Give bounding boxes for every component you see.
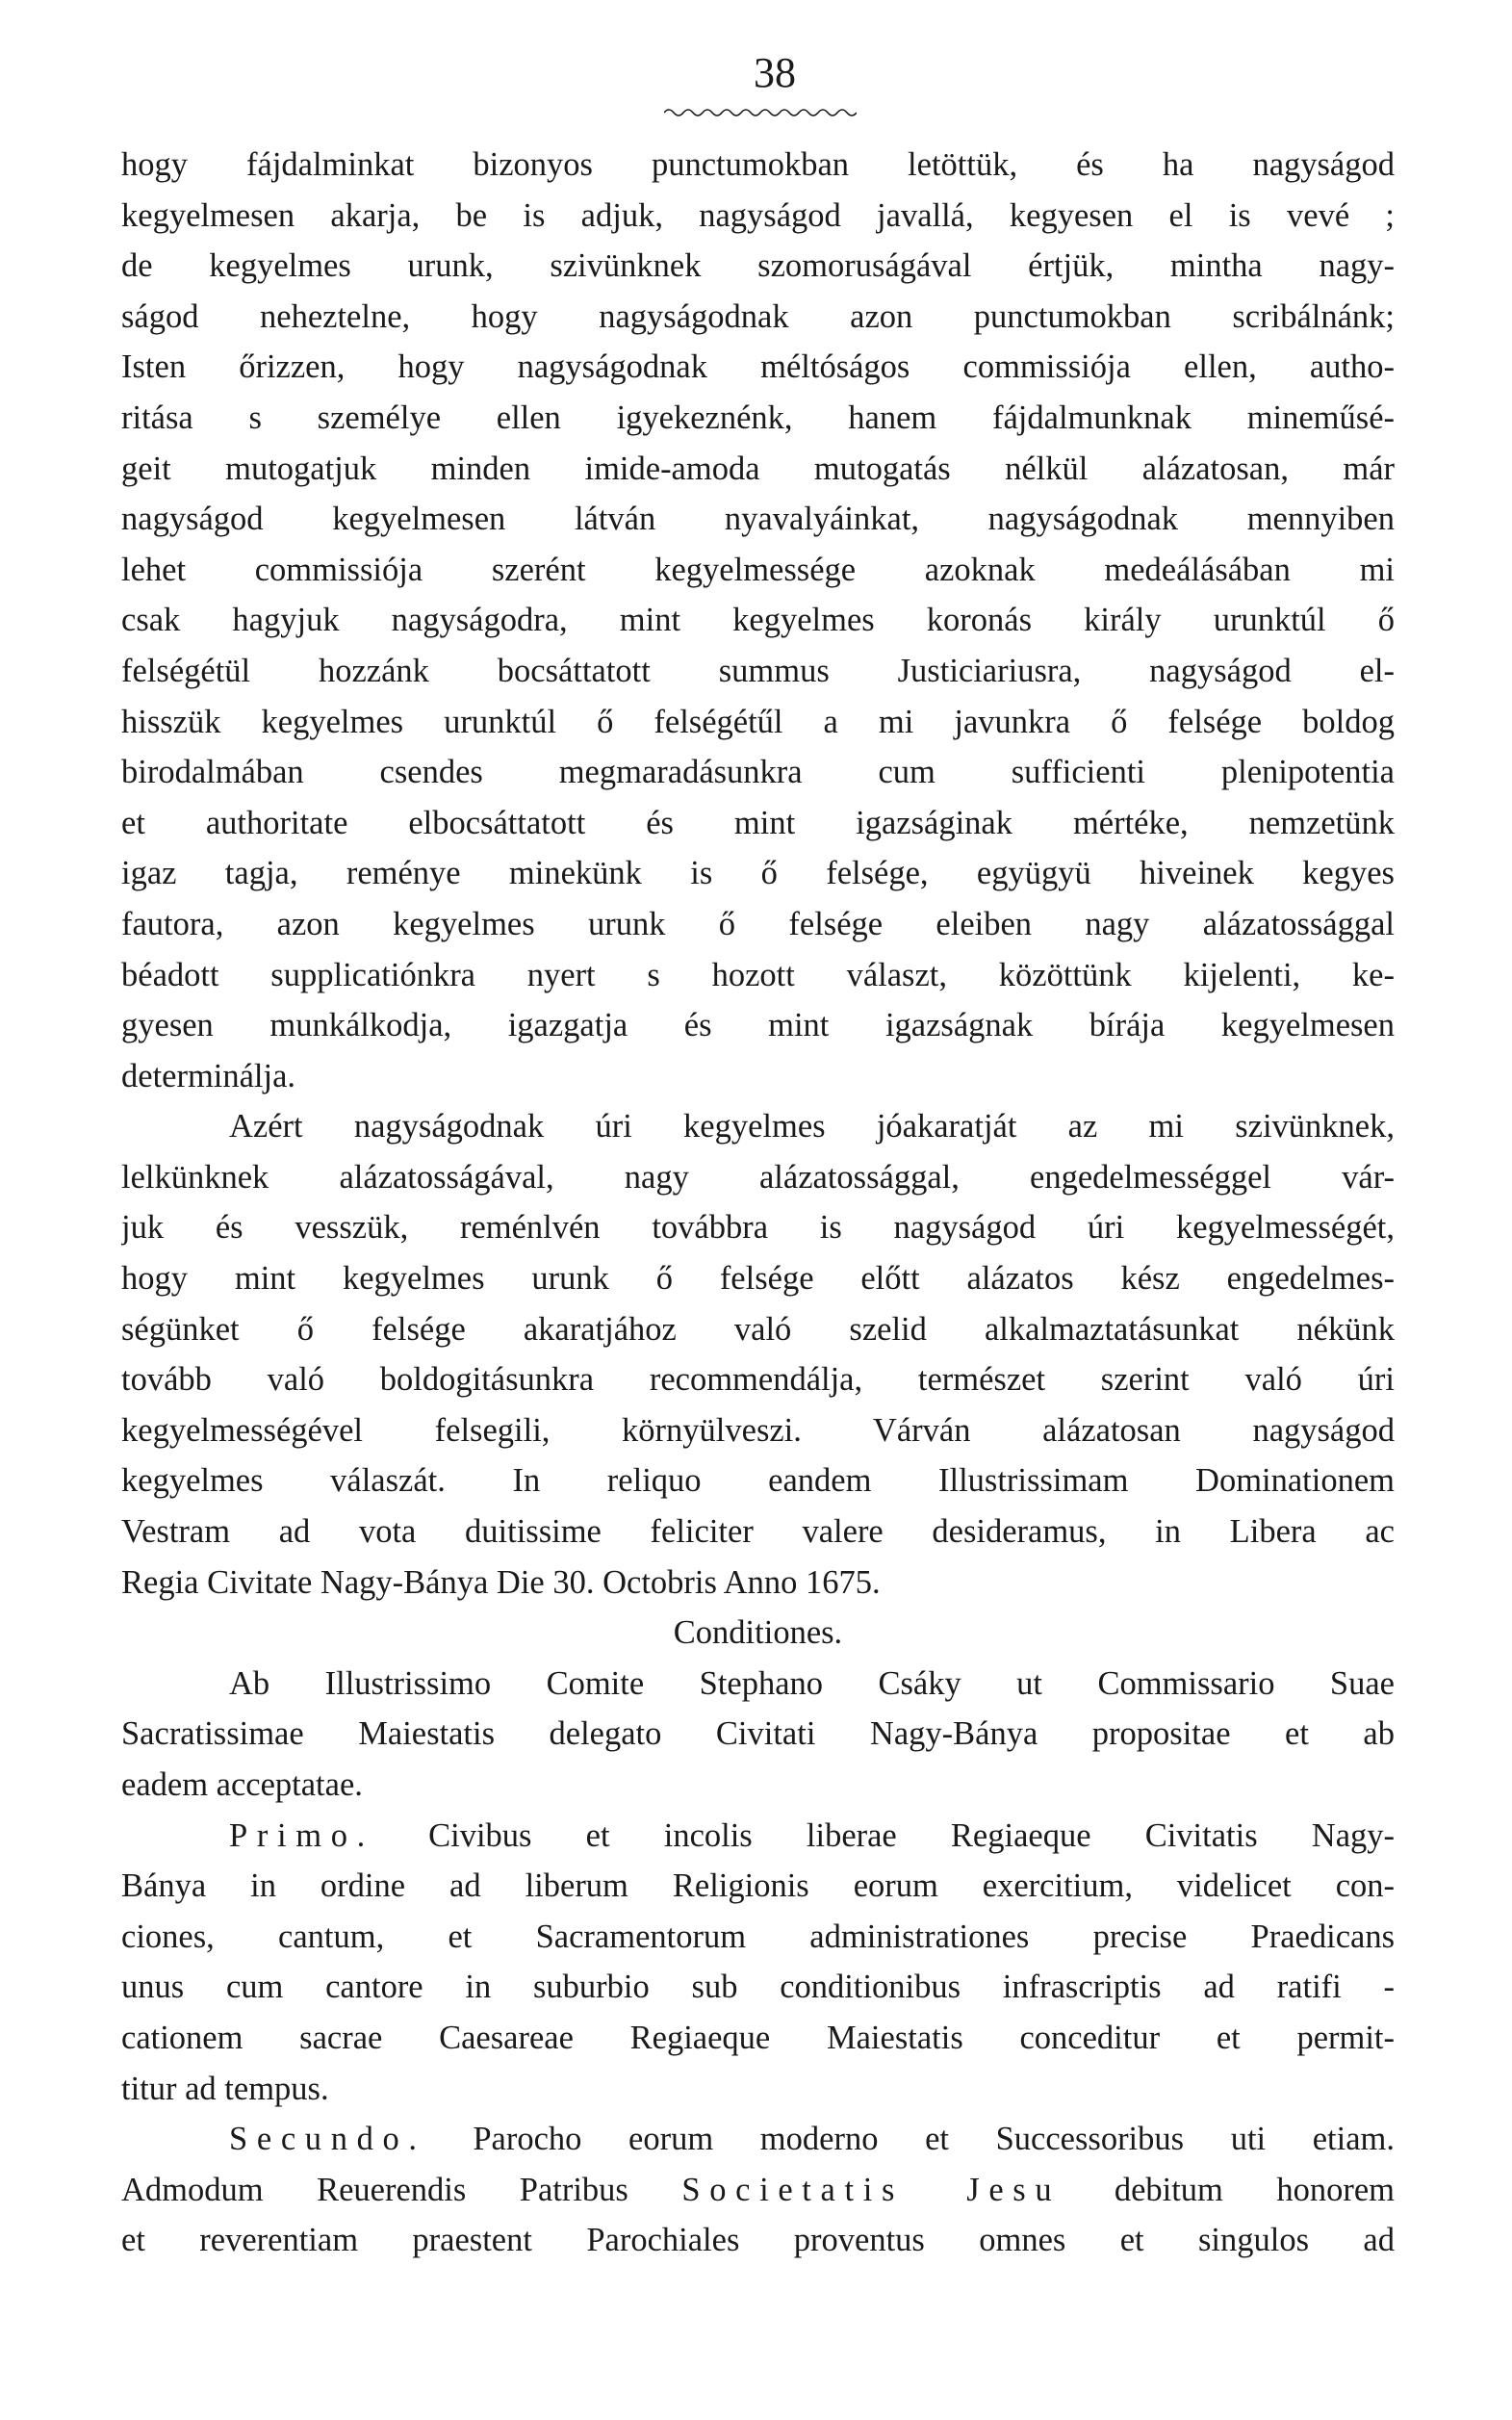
line-text: Parocho eorum moderno et Successoribus uti etiam. <box>473 2121 1395 2158</box>
text-line: fautora, azon kegyelmes urunk ő felsége eleiben nagy alázatossággal <box>121 905 1395 942</box>
text-line: hogy fájdalminkat bizonyos punctumokban letöttük, és ha nagyságod <box>121 146 1395 183</box>
text-line: kegyelmes válaszát. In reliquo eandem Illustrissimam Dominationem <box>121 1462 1395 1500</box>
spaced-lead-word: Primo. <box>229 1816 374 1854</box>
text-line: et reverentiam praestent Parochiales proventus omnes et singulos ad <box>121 2222 1395 2259</box>
text-line: Isten őrizzen, hogy nagyságodnak méltóságos commissiója ellen, autho- <box>121 348 1395 386</box>
paragraph-3 <box>121 1659 1395 1811</box>
body-text <box>121 140 1395 2266</box>
text-line: nagyságod kegyelmesen látván nyavalyáinkat, nagyságodnak mennyiben <box>121 501 1395 538</box>
spaced-phrase: Societatis Jesu <box>681 2171 1062 2208</box>
paragraph-secundo <box>121 2114 1395 2266</box>
text-line: Vestram ad vota duitissime feliciter valere desideramus, in Libera ac <box>121 1513 1395 1551</box>
page-number: 38 <box>754 49 796 96</box>
text-line: et authoritate elbocsáttatott és mint igazságinak mértéke, nemzetünk <box>121 804 1395 841</box>
text-line: kegyelmességével felsegili, környülveszi. Várván alázatosan nagyságod <box>121 1411 1395 1449</box>
text-line: juk és vesszük, reménlvén továbbra is nagyságod úri kegyelmességét, <box>121 1209 1395 1247</box>
text-line: Bánya in ordine ad liberum Religionis eorum exercitium, videlicet con- <box>121 1867 1395 1905</box>
text-line: geit mutogatjuk minden imide-amoda mutogatás nélkül alázatosan, már <box>121 450 1395 487</box>
spaced-lead-word: Secundo. <box>229 2121 426 2158</box>
text-line: Ab Illustrissimo Comite Stephano Csáky ut Commissario Suae <box>229 1664 1395 1702</box>
section-heading: Conditiones. <box>673 1614 843 1652</box>
text-line: gyesen munkálkodja, igazgatja és mint igazságnak bírája kegyelmesen <box>121 1007 1395 1044</box>
text-line: Azért nagyságodnak úri kegyelmes jóakaratját az mi szivünknek, <box>229 1108 1395 1146</box>
text-line: unus cum cantore in suburbio sub conditionibus infrascriptis ad ratifi - <box>121 1969 1395 2006</box>
text-line: csak hagyjuk nagyságodra, mint kegyelmes koronás király urunktúl ő <box>121 602 1395 639</box>
line-text: Admodum Reuerendis Patribus <box>121 2171 628 2208</box>
text-line <box>121 2165 1395 2216</box>
text-line: lehet commissiója szerént kegyelmessége azoknak medeálásában mi <box>121 551 1395 588</box>
text-line: béadott supplicatiónkra nyert s hozott választ, közöttünk kijelenti, ke- <box>121 956 1395 993</box>
text-line: igaz tagja, reménye minekünk is ő felsége, együgyü hiveinek kegyes <box>121 855 1395 892</box>
paragraph-primo <box>121 1811 1395 2115</box>
text-line: hisszük kegyelmes urunktúl ő felségétűl a mi javunkra ő felsége boldog <box>121 703 1395 740</box>
text-line: Regia Civitate Nagy-Bánya Die 30. Octobris Anno 1675. <box>121 1563 881 1601</box>
text-line: ritása s személye ellen igyekeznénk, hanem fájdalmunknak mineműsé- <box>121 399 1395 436</box>
text-line: de kegyelmes urunk, szivünknek szomoruságával értjük, mintha nagy- <box>121 247 1395 285</box>
text-line: kegyelmesen akarja, be is adjuk, nagyságod javallá, kegyesen el is vevé ; <box>121 196 1395 234</box>
text-line: ségünket ő felsége akaratjához való szelid alkalmaztatásunkat nékünk <box>121 1310 1395 1348</box>
paragraph-2 <box>121 1101 1395 1608</box>
text-line: titur ad tempus. <box>121 2070 329 2107</box>
text-line: ságod neheztelne, hogy nagyságodnak azon punctumokban scribálnánk; <box>121 297 1395 335</box>
text-line <box>121 2114 1395 2165</box>
text-line: felségétül hozzánk bocsáttatott summus Justiciariusra, nagyságod el- <box>121 652 1395 689</box>
line-text: debitum honorem <box>1114 2171 1395 2208</box>
text-line: tovább való boldogitásunkra recommendálja, természet szerint való úri <box>121 1361 1395 1399</box>
text-line: lelkünknek alázatosságával, nagy alázatossággal, engedelmességgel vár- <box>121 1158 1395 1196</box>
text-line: hogy mint kegyelmes urunk ő felsége előtt alázatos kész engedelmes- <box>121 1260 1395 1298</box>
text-line: determinálja. <box>121 1057 296 1094</box>
line-text: Civibus et incolis liberae Regiaeque Civitatis Nagy- <box>428 1816 1395 1854</box>
text-line <box>121 1811 1395 1862</box>
text-line: Sacratissimae Maiestatis delegato Civitati Nagy-Bánya propositae et ab <box>121 1715 1395 1753</box>
text-line: ciones, cantum, et Sacramentorum administrationes precise Praedicans <box>121 1918 1395 1955</box>
wavy-rule-ornament <box>664 106 857 119</box>
text-line: cationem sacrae Caesareae Regiaeque Maiestatis conceditur et permit- <box>121 2019 1395 2056</box>
text-line: eadem acceptatae. <box>121 1766 363 1803</box>
paragraph-1 <box>121 140 1395 1101</box>
text-line: birodalmában csendes megmaradásunkra cum sufficienti plenipotentia <box>121 754 1395 791</box>
